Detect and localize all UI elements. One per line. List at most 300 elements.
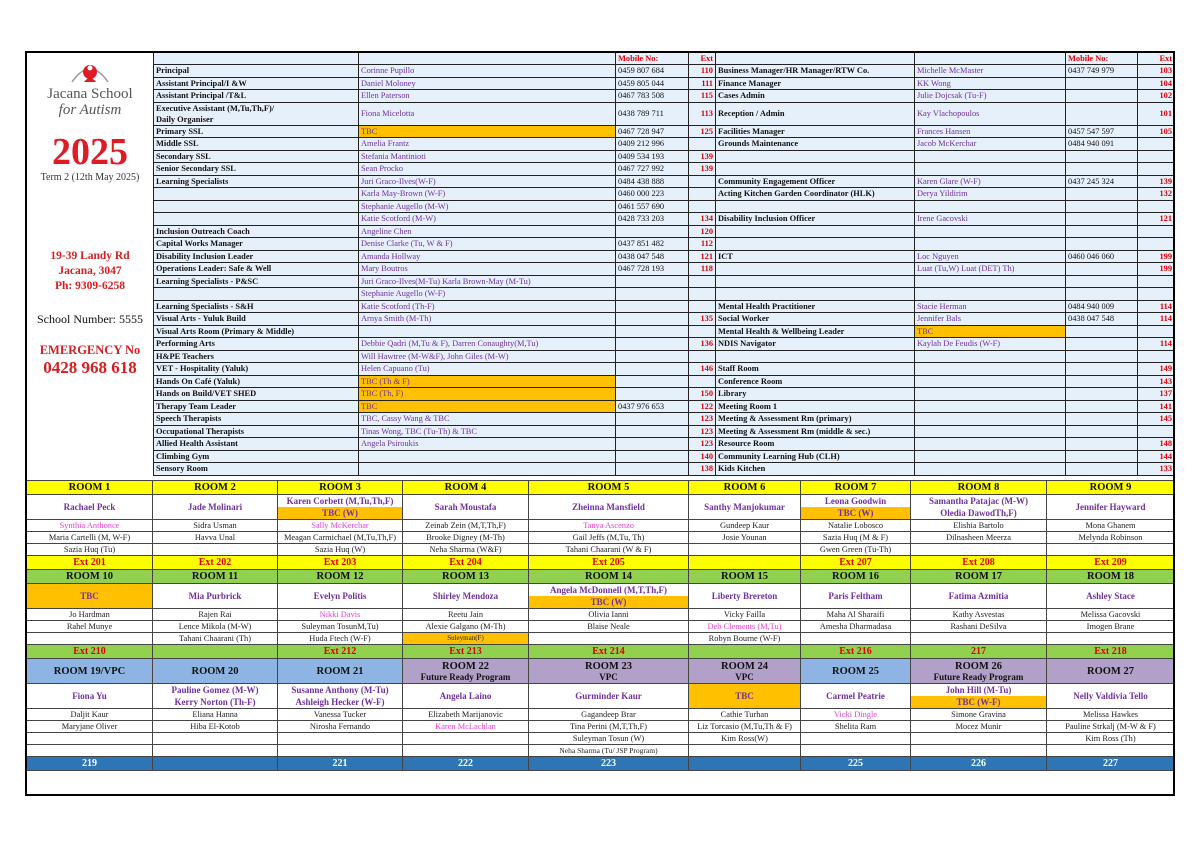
staff-role-right — [716, 163, 915, 176]
room-name — [403, 659, 529, 684]
room-name: ROOM 6 — [689, 481, 801, 495]
room-teacher-2: TBC (W) — [801, 507, 910, 519]
staff-mobile-right: 0437 749 979 — [1066, 65, 1138, 78]
staff-role: Hands On Café (Yaluk) — [154, 375, 359, 388]
support-staff: Havva Unal — [153, 532, 278, 544]
staff-ext: 138 — [689, 463, 716, 476]
staff-mobile — [616, 463, 689, 476]
staff-mobile-right — [1066, 325, 1138, 338]
staff-row — [154, 213, 1175, 226]
address-line1: 19-39 Landy Rd — [50, 250, 130, 262]
staff-ext: 115 — [689, 90, 716, 103]
room-teacher: Rachael Peck — [27, 495, 153, 520]
phone: Ph: 9309-6258 — [55, 280, 125, 292]
staff-ext-right — [1138, 425, 1175, 438]
staff-mobile — [616, 325, 689, 338]
staff-name-right — [915, 413, 1066, 426]
room-ext: Ext 210 — [27, 645, 153, 659]
support-staff: Suleyman Tosun (W) — [529, 733, 689, 745]
staff-role-right — [716, 200, 915, 213]
staff-mobile-right — [1066, 150, 1138, 163]
support-staff: Maha Al Sharaifi — [801, 609, 911, 621]
support-staff: Tanya Ascenzo — [529, 520, 689, 532]
room-ext: 219 — [27, 757, 153, 771]
staff-row — [154, 77, 1175, 90]
support-staff: Eliana Hanna — [153, 709, 278, 721]
staff-row — [154, 225, 1175, 238]
staff-name: Denise Clarke (Tu, W & F) — [359, 238, 616, 251]
staff-mobile-right — [1066, 388, 1138, 401]
room-ext: Ext 218 — [1047, 645, 1175, 659]
staff-role — [154, 188, 359, 201]
staff-ext-right: 199 — [1138, 250, 1175, 263]
support-staff — [27, 633, 153, 645]
staff-mobile-right — [1066, 425, 1138, 438]
staff-name: TBC — [359, 400, 616, 413]
room-ext: 225 — [801, 757, 911, 771]
staff-ext-right: 143 — [1138, 375, 1175, 388]
emergency-label: EMERGENCY No — [39, 343, 141, 357]
staff-name: Tinas Wong, TBC (Tu-Th) & TBC — [359, 425, 616, 438]
staff-mobile — [616, 225, 689, 238]
room-teacher-2: Kerry Norton (Th-F) — [174, 697, 256, 707]
staff-mobile-right: 0437 245 324 — [1066, 175, 1138, 188]
staff-ext: 111 — [689, 77, 716, 90]
room-ext: Ext 204 — [403, 556, 529, 570]
staff-role: Capital Works Manager — [154, 238, 359, 251]
staff-row — [154, 363, 1175, 376]
staff-ext: 140 — [689, 450, 716, 463]
staff-role: Inclusion Outreach Coach — [154, 225, 359, 238]
staff-mobile-right — [1066, 163, 1138, 176]
support-staff — [801, 633, 911, 645]
staff-name: TBC (Th, F) — [359, 388, 616, 401]
staff-name-right: TBC — [915, 325, 1066, 338]
staff-mobile-right — [1066, 400, 1138, 413]
room-program: VPC — [735, 671, 754, 682]
room-teacher — [911, 495, 1047, 520]
staff-mobile — [616, 275, 689, 288]
staff-role: Therapy Team Leader — [154, 400, 359, 413]
support-staff: Josie Younan — [689, 532, 801, 544]
support-staff: Kim Ross (Th) — [1047, 733, 1175, 745]
staff-ext-right — [1138, 200, 1175, 213]
staff-role: Secondary SSL — [154, 150, 359, 163]
support-staff: Maryjane Oliver — [27, 721, 153, 733]
address-line2: Jacana, 3047 — [58, 265, 122, 277]
room-name: ROOM 4 — [403, 481, 529, 495]
staff-ext — [689, 275, 716, 288]
room-teacher: Mia Purbrick — [153, 584, 278, 609]
room-name: ROOM 22 — [442, 660, 489, 672]
room-teacher: Angela Laino — [403, 684, 529, 709]
room-teacher-2: TBC (W) — [278, 507, 402, 519]
room-teacher — [911, 684, 1047, 709]
staff-mobile: 0467 728 947 — [616, 125, 689, 138]
support-staff: Lence Mikola (M-W) — [153, 621, 278, 633]
staff-ext — [689, 375, 716, 388]
ext-header: Ext — [689, 53, 716, 65]
staff-mobile: 0459 807 684 — [616, 65, 689, 78]
staff-role-right: Mental Health & Wellbeing Leader — [716, 325, 915, 338]
room-teacher: Angela McDonnell (M,T,Th,F) — [549, 585, 668, 595]
staff-name-right: Luat (Tu,W) Luat (DET) Th) — [915, 263, 1066, 276]
staff-row — [154, 150, 1175, 163]
room-teacher: Carmel Peatrie — [801, 684, 911, 709]
room-name: ROOM 16 — [801, 570, 911, 584]
support-staff: Deb Clements (M,Tu) — [689, 621, 801, 633]
room-ext — [689, 645, 801, 659]
support-staff: Kim Ross(W) — [689, 733, 801, 745]
staff-ext-right — [1138, 325, 1175, 338]
staff-role-right — [716, 350, 915, 363]
support-staff: Elizabeth Marijanovic — [403, 709, 529, 721]
support-staff — [529, 633, 689, 645]
room-teacher: Sarah Moustafa — [403, 495, 529, 520]
support-staff — [801, 733, 911, 745]
room-teacher — [278, 684, 403, 709]
room-ext — [689, 757, 801, 771]
staff-ext: 125 — [689, 125, 716, 138]
staff-name: Katie Scotford (Th-F) — [359, 300, 616, 313]
staff-ext-right — [1138, 163, 1175, 176]
room-name — [689, 659, 801, 684]
room-name: ROOM 15 — [689, 570, 801, 584]
staff-name-right: KK Wong — [915, 77, 1066, 90]
staff-mobile-right — [1066, 450, 1138, 463]
staff-row — [154, 375, 1175, 388]
staff-row — [154, 338, 1175, 351]
room-teacher: Fatima Azmitia — [911, 584, 1047, 609]
staff-mobile: 0461 557 690 — [616, 200, 689, 213]
room-name: ROOM 26 — [955, 660, 1002, 672]
staff-name-right — [915, 400, 1066, 413]
staff-ext — [689, 175, 716, 188]
staff-role: Learning Specialists - P&SC — [154, 275, 359, 288]
staff-name: TBC, Cassy Wang & TBC — [359, 413, 616, 426]
support-staff: Rashani DeSilva — [911, 621, 1047, 633]
staff-row — [154, 200, 1175, 213]
room-teacher: Jade Molinari — [153, 495, 278, 520]
support-staff: Sazia Huq (W) — [278, 544, 403, 556]
staff-row — [154, 138, 1175, 151]
staff-role-right: Reception / Admin — [716, 102, 915, 125]
support-staff: Maria Cartelli (M, W-F) — [27, 532, 153, 544]
staff-ext: 118 — [689, 263, 716, 276]
staff-ext: 112 — [689, 238, 716, 251]
term: Term 2 (12th May 2025) — [40, 172, 140, 183]
support-staff — [278, 733, 403, 745]
staff-name: Fiona Micelotta — [359, 102, 616, 125]
staff-mobile — [616, 338, 689, 351]
staff-role-right: Business Manager/HR Manager/RTW Co. — [716, 65, 915, 78]
school-logo — [40, 58, 140, 118]
staff-name-right: Jennifer Bals — [915, 313, 1066, 326]
room-name: ROOM 23 — [585, 660, 632, 672]
staff-ext: 121 — [689, 250, 716, 263]
room-teacher: Liberty Brereton — [689, 584, 801, 609]
staff-name-right — [915, 425, 1066, 438]
support-staff: Sazia Huq (Tu) — [27, 544, 153, 556]
staff-role-right: Conference Room — [716, 375, 915, 388]
staff-name: Stephanie Augello (W-F) — [359, 288, 616, 301]
staff-ext-right: 103 — [1138, 65, 1175, 78]
room-teacher: TBC — [689, 684, 801, 709]
staff-name: Karla May-Brown (W-F) — [359, 188, 616, 201]
room-ext: Ext 208 — [911, 556, 1047, 570]
support-staff: Gagandeep Brar — [529, 709, 689, 721]
support-staff: Melissa Hawkes — [1047, 709, 1175, 721]
staff-row — [154, 65, 1175, 78]
staff-mobile — [616, 288, 689, 301]
staff-mobile-right — [1066, 238, 1138, 251]
staff-name-right — [915, 288, 1066, 301]
staff-name: Sean Procko — [359, 163, 616, 176]
blank-cell — [359, 53, 616, 65]
room-teacher: Nelly Valdivia Tello — [1047, 684, 1175, 709]
staff-role-right: Cases Admin — [716, 90, 915, 103]
support-staff: Gundeep Kaur — [689, 520, 801, 532]
support-staff — [27, 745, 153, 757]
staff-role — [154, 200, 359, 213]
support-staff — [403, 745, 529, 757]
staff-name-right — [915, 388, 1066, 401]
staff-mobile — [616, 413, 689, 426]
room-name: ROOM 9 — [1047, 481, 1175, 495]
staff-role: Operations Leader: Safe & Well — [154, 263, 359, 276]
staff-role-right: Finance Manager — [716, 77, 915, 90]
support-staff: Zeinab Zein (M,T,Th,F) — [403, 520, 529, 532]
staff-role-right: Community Learning Hub (CLH) — [716, 450, 915, 463]
staff-ext — [689, 288, 716, 301]
blank-cell — [915, 53, 1066, 65]
staff-name: Daniel Moloney — [359, 77, 616, 90]
staff-name-right — [915, 163, 1066, 176]
staff-row — [154, 400, 1175, 413]
staff-ext: 150 — [689, 388, 716, 401]
staff-mobile: 0467 727 992 — [616, 163, 689, 176]
staff-name: Mary Boutros — [359, 263, 616, 276]
staff-mobile — [616, 300, 689, 313]
mobile-header: Mobile No: — [616, 53, 689, 65]
staff-mobile-right — [1066, 225, 1138, 238]
room-ext: Ext 201 — [27, 556, 153, 570]
room-name: ROOM 8 — [911, 481, 1047, 495]
staff-name: Angeline Chen — [359, 225, 616, 238]
staff-ext — [689, 188, 716, 201]
staff-row — [154, 275, 1175, 288]
staff-role-right — [716, 150, 915, 163]
staff-ext — [689, 325, 716, 338]
staff-row — [154, 288, 1175, 301]
room-ext: Ext 203 — [278, 556, 403, 570]
room-program: VPC — [599, 671, 618, 682]
staff-row — [154, 450, 1175, 463]
staff-row — [154, 188, 1175, 201]
staff-ext: 135 — [689, 313, 716, 326]
staff-name: Juri Graco-Ilves(W-F) — [359, 175, 616, 188]
staff-mobile-right — [1066, 438, 1138, 451]
staff-mobile-right — [1066, 213, 1138, 226]
staff-ext-right: 104 — [1138, 77, 1175, 90]
staff-role-right: Staff Room — [716, 363, 915, 376]
staff-mobile-right: 0484 940 009 — [1066, 300, 1138, 313]
staff-role: Visual Arts Room (Primary & Middle) — [154, 325, 359, 338]
room-teacher: Gurminder Kaur — [529, 684, 689, 709]
staff-role: Executive Assistant (M,Tu,Th,F)/ — [156, 103, 275, 113]
emergency-number: 0428 968 618 — [43, 358, 137, 377]
staff-role: Assistant Principal/I &W — [154, 77, 359, 90]
staff-mobile-right — [1066, 288, 1138, 301]
staff-mobile — [616, 313, 689, 326]
staff-mobile — [616, 425, 689, 438]
blank-cell — [716, 53, 915, 65]
room-name: ROOM 17 — [911, 570, 1047, 584]
support-staff: Hiba El-Kotob — [153, 721, 278, 733]
staff-mobile-right — [1066, 90, 1138, 103]
staff-mobile-right — [1066, 102, 1138, 125]
staff-ext: 122 — [689, 400, 716, 413]
staff-row — [154, 350, 1175, 363]
staff-name-right: Julie Dojcsak (Tu-F) — [915, 90, 1066, 103]
staff-name-right — [915, 200, 1066, 213]
room-teacher: Paris Feltham — [801, 584, 911, 609]
staff-ext: 139 — [689, 150, 716, 163]
staff-mobile — [616, 375, 689, 388]
support-staff: Tina Perini (M,T,Th,F) — [529, 721, 689, 733]
staff-name: TBC (Th & F) — [359, 375, 616, 388]
staff-mobile-right — [1066, 188, 1138, 201]
staff-name-right: Frances Hansen — [915, 125, 1066, 138]
staff-role-right: Meeting Room 1 — [716, 400, 915, 413]
staff-role: H&PE Teachers — [154, 350, 359, 363]
staff-role-line2: Daily Organiser — [156, 114, 214, 124]
room-teacher — [153, 684, 278, 709]
school-name-line1: Jacana School — [47, 86, 133, 102]
staff-role: Learning Specialists — [154, 175, 359, 188]
staff-ext-right: 148 — [1138, 438, 1175, 451]
staff-role-right: Meeting & Assessment Rm (primary) — [716, 413, 915, 426]
staff-name-right — [915, 275, 1066, 288]
staff-role-right: NDIS Navigator — [716, 338, 915, 351]
support-staff: Shelita Ram — [801, 721, 911, 733]
room-program: Future Ready Program — [420, 671, 511, 682]
staff-role: Performing Arts — [154, 338, 359, 351]
support-staff: Amesha Dharmadasa — [801, 621, 911, 633]
room-ext: Ext 212 — [278, 645, 403, 659]
room-teacher-2: Oledia DawodTh,F) — [940, 508, 1017, 518]
room-ext — [153, 645, 278, 659]
support-staff: Rajen Rai — [153, 609, 278, 621]
support-staff — [689, 544, 801, 556]
staff-role: Middle SSL — [154, 138, 359, 151]
support-staff: Mocez Munir — [911, 721, 1047, 733]
support-staff: Melissa Gacovski — [1047, 609, 1175, 621]
support-staff — [153, 544, 278, 556]
support-staff: Pauline Strkalj (M-W & F) — [1047, 721, 1175, 733]
school-name-line2: for Autism — [58, 102, 122, 118]
staff-mobile: 0460 000 223 — [616, 188, 689, 201]
staff-name-right: Irene Gacovski — [915, 213, 1066, 226]
staff-ext-right: 105 — [1138, 125, 1175, 138]
support-staff: Sally McKerchar — [278, 520, 403, 532]
staff-ext-right — [1138, 138, 1175, 151]
staff-mobile-right — [1066, 350, 1138, 363]
staff-row — [154, 413, 1175, 426]
support-staff: Melynda Robinson — [1047, 532, 1175, 544]
room-name: ROOM 24 — [721, 660, 768, 672]
staff-role-right: Disability Inclusion Officer — [716, 213, 915, 226]
staff-ext: 136 — [689, 338, 716, 351]
room-name: ROOM 13 — [403, 570, 529, 584]
staff-name: Juri Graco-Ilves(M-Tu) Karla Brown-May (M-Tu) — [359, 275, 616, 288]
staff-role-right: ICT — [716, 250, 915, 263]
staff-role: Disability Inclusion Leader — [154, 250, 359, 263]
room-teacher — [278, 495, 403, 520]
room-name: ROOM 27 — [1047, 659, 1175, 684]
room-name: ROOM 2 — [153, 481, 278, 495]
staff-role-right — [716, 263, 915, 276]
staff-ext-right — [1138, 288, 1175, 301]
staff-role-right: Acting Kitchen Garden Coordinator (HLK) — [716, 188, 915, 201]
room-name: ROOM 7 — [801, 481, 911, 495]
support-staff — [1047, 544, 1175, 556]
staff-role: Hands on Build/VET SHED — [154, 388, 359, 401]
support-staff: Elishia Bartolo — [911, 520, 1047, 532]
staff-ext — [689, 138, 716, 151]
staff-role-right: Kids Kitchen — [716, 463, 915, 476]
room-name — [911, 659, 1047, 684]
staff-role: Speech Therapists — [154, 413, 359, 426]
staff-mobile-right — [1066, 363, 1138, 376]
staff-name — [359, 325, 616, 338]
staff-name: Amelia Frantz — [359, 138, 616, 151]
staff-name: Stefania Mantinioti — [359, 150, 616, 163]
support-staff: Tahani Chaarani (Th) — [153, 633, 278, 645]
staff-mobile: 0409 212 996 — [616, 138, 689, 151]
staff-name: Helen Capuano (Tu) — [359, 363, 616, 376]
staff-mobile: 0437 851 482 — [616, 238, 689, 251]
support-staff: Meagan Carmichael (M,Tu,Th,F) — [278, 532, 403, 544]
room-ext: 221 — [278, 757, 403, 771]
room-ext: Ext 209 — [1047, 556, 1175, 570]
staff-mobile-right — [1066, 463, 1138, 476]
staff-name-right — [915, 238, 1066, 251]
support-staff: Blaise Neale — [529, 621, 689, 633]
support-staff: Nirosha Fernando — [278, 721, 403, 733]
room-teacher: Evelyn Politis — [278, 584, 403, 609]
room-ext — [689, 556, 801, 570]
staff-ext: 123 — [689, 425, 716, 438]
staff-role — [154, 213, 359, 226]
staff-ext-right: 199 — [1138, 263, 1175, 276]
room-teacher: Santhy Manjokumar — [689, 495, 801, 520]
staff-ext-right: 137 — [1138, 388, 1175, 401]
support-staff: Sidra Usman — [153, 520, 278, 532]
staff-name-right — [915, 375, 1066, 388]
room-ext: 227 — [1047, 757, 1175, 771]
staff-row — [154, 425, 1175, 438]
room-name: ROOM 12 — [278, 570, 403, 584]
staff-role: Learning Specialists - S&H — [154, 300, 359, 313]
support-staff: Daljit Kaur — [27, 709, 153, 721]
room-program: Future Ready Program — [933, 671, 1024, 682]
support-staff: Dilnasheen Meerza — [911, 532, 1047, 544]
staff-ext-right: 114 — [1138, 313, 1175, 326]
support-staff: Alexie Galgano (M-Th) — [403, 621, 529, 633]
room-teacher-2: TBC (W-F) — [911, 696, 1046, 708]
support-staff: Simone Gravina — [911, 709, 1047, 721]
